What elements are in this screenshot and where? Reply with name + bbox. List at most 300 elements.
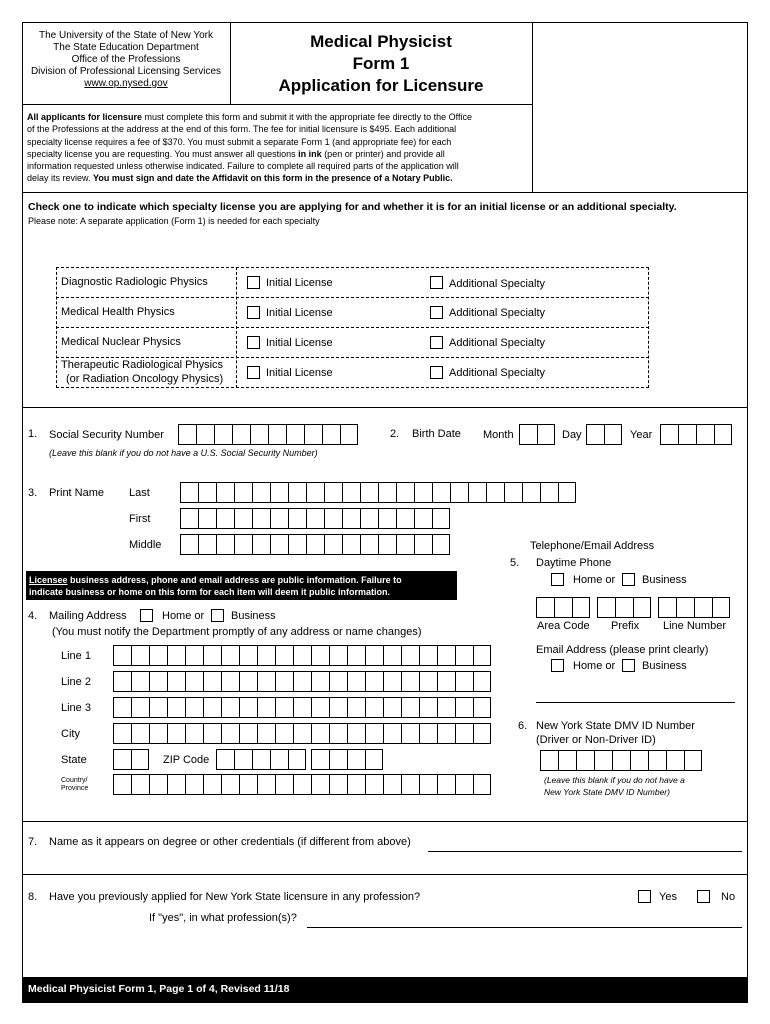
- additional-specialty-label: Additional Specialty: [449, 367, 546, 379]
- character-box[interactable]: [113, 671, 131, 692]
- character-box[interactable]: [342, 482, 360, 503]
- title-line: Medical Physicist: [310, 32, 452, 51]
- mailing-home-label: Home or: [162, 610, 205, 622]
- character-box[interactable]: [167, 774, 185, 795]
- address-line1-input[interactable]: [113, 645, 491, 666]
- character-box[interactable]: [311, 774, 329, 795]
- character-box[interactable]: [311, 671, 329, 692]
- q5-number: 5.: [510, 557, 520, 569]
- address-line2-input[interactable]: [113, 671, 491, 692]
- character-box[interactable]: [239, 723, 257, 744]
- specialty-name-therapeutic: Therapeutic Radiological Physics: [61, 359, 224, 371]
- character-box[interactable]: [234, 749, 252, 770]
- character-box[interactable]: [306, 482, 324, 503]
- character-box[interactable]: [347, 774, 365, 795]
- character-box[interactable]: [365, 723, 383, 744]
- intro-text: (pen or printer) and provide all: [321, 148, 445, 159]
- character-box[interactable]: [586, 424, 604, 445]
- character-box[interactable]: [576, 750, 594, 771]
- character-box[interactable]: [455, 697, 473, 718]
- character-box[interactable]: [342, 508, 360, 529]
- character-box[interactable]: [322, 424, 340, 445]
- intro-in-ink: in ink: [298, 148, 322, 159]
- intro-bold: All applicants for licensure: [27, 112, 143, 122]
- character-box[interactable]: [293, 723, 311, 744]
- character-box[interactable]: [473, 671, 491, 692]
- character-box[interactable]: [342, 534, 360, 555]
- prefix-input[interactable]: [597, 597, 651, 618]
- intro-text: must complete this form and submit it with the appropriate fee directly to the Office: [142, 112, 473, 122]
- email-home-checkbox[interactable]: [551, 659, 564, 672]
- character-box[interactable]: [414, 508, 432, 529]
- character-box[interactable]: [437, 723, 455, 744]
- character-box[interactable]: [239, 645, 257, 666]
- character-box[interactable]: [401, 774, 419, 795]
- address-line2-label: Line 2: [61, 676, 91, 688]
- country-label: Country/: [61, 777, 88, 784]
- character-box[interactable]: [324, 508, 342, 529]
- character-box[interactable]: [473, 645, 491, 666]
- dmv-id-label: New York State DMV ID Number: [536, 720, 695, 732]
- character-box[interactable]: [167, 671, 185, 692]
- character-box[interactable]: [167, 645, 185, 666]
- character-box[interactable]: [329, 671, 347, 692]
- character-box[interactable]: [486, 482, 504, 503]
- initial-license-checkbox-health[interactable]: [247, 306, 260, 319]
- character-box[interactable]: [378, 508, 396, 529]
- character-box[interactable]: [221, 697, 239, 718]
- birth-month-label: Month: [483, 429, 514, 441]
- additional-specialty-checkbox-health[interactable]: [430, 306, 443, 319]
- character-box[interactable]: [270, 534, 288, 555]
- public-info-notice: [26, 571, 457, 600]
- character-box[interactable]: [149, 671, 167, 692]
- character-box[interactable]: [347, 697, 365, 718]
- initial-license-label: Initial License: [266, 337, 333, 349]
- character-box[interactable]: [113, 774, 131, 795]
- character-box[interactable]: [293, 671, 311, 692]
- ssn-input[interactable]: [178, 424, 358, 445]
- character-box[interactable]: [239, 774, 257, 795]
- character-box[interactable]: [270, 749, 288, 770]
- additional-specialty-checkbox-nuclear[interactable]: [430, 336, 443, 349]
- character-box[interactable]: [383, 671, 401, 692]
- character-box[interactable]: [185, 723, 203, 744]
- character-box[interactable]: [455, 774, 473, 795]
- phone-home-checkbox[interactable]: [551, 573, 564, 586]
- initial-license-checkbox-diagnostic[interactable]: [247, 276, 260, 289]
- mailing-home-checkbox[interactable]: [140, 609, 153, 622]
- character-box[interactable]: [221, 671, 239, 692]
- character-box[interactable]: [286, 424, 304, 445]
- character-box[interactable]: [167, 697, 185, 718]
- character-box[interactable]: [203, 645, 221, 666]
- character-box[interactable]: [419, 671, 437, 692]
- prefix-label: Prefix: [611, 620, 640, 632]
- character-box[interactable]: [268, 424, 286, 445]
- character-box[interactable]: [329, 723, 347, 744]
- character-box[interactable]: [234, 534, 252, 555]
- character-box[interactable]: [378, 482, 396, 503]
- character-box[interactable]: [113, 645, 131, 666]
- character-box[interactable]: [185, 671, 203, 692]
- character-box[interactable]: [131, 774, 149, 795]
- character-box[interactable]: [180, 508, 198, 529]
- character-box[interactable]: [401, 645, 419, 666]
- character-box[interactable]: [257, 774, 275, 795]
- character-box[interactable]: [419, 697, 437, 718]
- character-box[interactable]: [396, 508, 414, 529]
- daytime-phone-label: Daytime Phone: [536, 557, 612, 569]
- character-box[interactable]: [257, 697, 275, 718]
- phone-home-label: Home or: [573, 574, 616, 586]
- character-box[interactable]: [378, 534, 396, 555]
- character-box[interactable]: [149, 697, 167, 718]
- character-box[interactable]: [131, 749, 149, 770]
- character-box[interactable]: [365, 697, 383, 718]
- mailing-business-checkbox[interactable]: [211, 609, 224, 622]
- email-business-checkbox[interactable]: [622, 659, 635, 672]
- intro-text: delay its review.: [27, 173, 94, 184]
- line-number-label: Line Number: [663, 620, 726, 632]
- character-box[interactable]: [234, 508, 252, 529]
- character-box[interactable]: [360, 534, 378, 555]
- character-box[interactable]: [216, 534, 234, 555]
- character-box[interactable]: [329, 697, 347, 718]
- address-line3-label: Line 3: [61, 702, 91, 714]
- character-box[interactable]: [432, 534, 450, 555]
- initial-license-checkbox-therapeutic[interactable]: [247, 366, 260, 379]
- character-box[interactable]: [270, 482, 288, 503]
- character-box[interactable]: [252, 508, 270, 529]
- character-box[interactable]: [468, 482, 486, 503]
- ssn-note: (Leave this blank if you do not have a U.S. Social Security Number): [49, 448, 318, 458]
- character-box[interactable]: [347, 671, 365, 692]
- character-box[interactable]: [540, 750, 558, 771]
- character-box[interactable]: [216, 508, 234, 529]
- character-box[interactable]: [714, 424, 732, 445]
- character-box[interactable]: [185, 774, 203, 795]
- character-box[interactable]: [288, 534, 306, 555]
- character-box[interactable]: [178, 424, 196, 445]
- birth-day-label: Day: [562, 429, 582, 441]
- character-box[interactable]: [633, 597, 651, 618]
- specialty-col-divider: [236, 267, 237, 388]
- credentials-name-input[interactable]: [428, 851, 742, 852]
- phone-business-checkbox[interactable]: [622, 573, 635, 586]
- character-box[interactable]: [558, 482, 576, 503]
- intro-notary: You must sign and date the Affidavit on this form in the presence of a Notary Public.: [93, 173, 453, 184]
- character-box[interactable]: [232, 424, 250, 445]
- telephone-email-heading: Telephone/Email Address: [530, 540, 655, 552]
- character-box[interactable]: [216, 749, 234, 770]
- intro-bottom-line: [22, 192, 748, 193]
- character-box[interactable]: [473, 697, 491, 718]
- character-box[interactable]: [252, 534, 270, 555]
- zip-plus4-input[interactable]: [311, 749, 383, 770]
- website-link[interactable]: www.op.nysed.gov: [84, 78, 168, 89]
- character-box[interactable]: [203, 697, 221, 718]
- character-box[interactable]: [311, 645, 329, 666]
- character-box[interactable]: [658, 597, 676, 618]
- character-box[interactable]: [401, 697, 419, 718]
- character-box[interactable]: [293, 697, 311, 718]
- zip-code-input[interactable]: [216, 749, 306, 770]
- character-box[interactable]: [180, 534, 198, 555]
- address-line3-input[interactable]: [113, 697, 491, 718]
- character-box[interactable]: [252, 482, 270, 503]
- initial-license-label: Initial License: [266, 307, 333, 319]
- specialty-row-divider: [56, 357, 649, 358]
- character-box[interactable]: [648, 750, 666, 771]
- character-box[interactable]: [250, 424, 268, 445]
- character-box[interactable]: [604, 424, 622, 445]
- specialty-name-health: Medical Health Physics: [61, 306, 175, 318]
- character-box[interactable]: [180, 482, 198, 503]
- character-box[interactable]: [203, 723, 221, 744]
- character-box[interactable]: [149, 645, 167, 666]
- character-box[interactable]: [684, 750, 702, 771]
- dmv-id-sub-label: (Driver or Non-Driver ID): [536, 734, 656, 746]
- character-box[interactable]: [149, 774, 167, 795]
- character-box[interactable]: [347, 749, 365, 770]
- notice-licensee: Licensee: [29, 575, 68, 585]
- character-box[interactable]: [203, 774, 221, 795]
- mailing-address-label: Mailing Address: [49, 610, 127, 622]
- character-box[interactable]: [306, 508, 324, 529]
- character-box[interactable]: [383, 723, 401, 744]
- state-input[interactable]: [113, 749, 149, 770]
- character-box[interactable]: [519, 424, 537, 445]
- character-box[interactable]: [396, 482, 414, 503]
- character-box[interactable]: [216, 482, 234, 503]
- character-box[interactable]: [347, 723, 365, 744]
- character-box[interactable]: [360, 482, 378, 503]
- character-box[interactable]: [257, 645, 275, 666]
- character-box[interactable]: [437, 697, 455, 718]
- additional-specialty-checkbox-therapeutic[interactable]: [430, 366, 443, 379]
- character-box[interactable]: [419, 774, 437, 795]
- character-box[interactable]: [131, 671, 149, 692]
- character-box[interactable]: [329, 645, 347, 666]
- footer-bar: [22, 977, 748, 1003]
- area-code-label: Area Code: [537, 620, 590, 632]
- character-box[interactable]: [694, 597, 712, 618]
- mailing-address-note: (You must notify the Department promptly of any address or name changes): [52, 626, 422, 638]
- character-box[interactable]: [203, 671, 221, 692]
- character-box[interactable]: [572, 597, 590, 618]
- character-box[interactable]: [275, 723, 293, 744]
- character-box[interactable]: [473, 723, 491, 744]
- previous-no-checkbox[interactable]: [697, 890, 710, 903]
- character-box[interactable]: [311, 749, 329, 770]
- character-box[interactable]: [113, 697, 131, 718]
- character-box[interactable]: [504, 482, 522, 503]
- character-box[interactable]: [275, 697, 293, 718]
- ssn-label: Social Security Number: [49, 429, 164, 441]
- character-box[interactable]: [221, 645, 239, 666]
- character-box[interactable]: [293, 774, 311, 795]
- intro-text: specialty license requires a fee of $370. You must submit a separate Form 1 (and appropriate fee) for each: [27, 136, 452, 147]
- character-box[interactable]: [437, 774, 455, 795]
- character-box[interactable]: [252, 749, 270, 770]
- character-box[interactable]: [383, 774, 401, 795]
- last-name-input[interactable]: [180, 482, 576, 503]
- character-box[interactable]: [419, 723, 437, 744]
- character-box[interactable]: [288, 508, 306, 529]
- character-box[interactable]: [131, 697, 149, 718]
- character-box[interactable]: [185, 697, 203, 718]
- character-box[interactable]: [149, 723, 167, 744]
- line-number-input[interactable]: [658, 597, 730, 618]
- character-box[interactable]: [288, 749, 306, 770]
- additional-specialty-label: Additional Specialty: [449, 278, 546, 290]
- character-box[interactable]: [214, 424, 232, 445]
- initial-license-checkbox-nuclear[interactable]: [247, 336, 260, 349]
- character-box[interactable]: [275, 671, 293, 692]
- character-box[interactable]: [455, 645, 473, 666]
- area-code-input[interactable]: [536, 597, 590, 618]
- character-box[interactable]: [311, 723, 329, 744]
- print-name-label: Print Name: [49, 487, 105, 499]
- first-name-input[interactable]: [180, 508, 450, 529]
- character-box[interactable]: [419, 645, 437, 666]
- character-box[interactable]: [630, 750, 648, 771]
- birth-date-label: Birth Date: [412, 428, 461, 440]
- q7-number: 7.: [28, 836, 38, 848]
- previous-yes-checkbox[interactable]: [638, 890, 651, 903]
- character-box[interactable]: [270, 508, 288, 529]
- email-address-input[interactable]: [536, 702, 735, 703]
- specialty-row-divider: [56, 297, 649, 298]
- character-box[interactable]: [198, 534, 216, 555]
- character-box[interactable]: [239, 697, 257, 718]
- character-box[interactable]: [437, 671, 455, 692]
- character-box[interactable]: [540, 482, 558, 503]
- birth-year-input[interactable]: [660, 424, 732, 445]
- character-box[interactable]: [324, 534, 342, 555]
- character-box[interactable]: [275, 645, 293, 666]
- form-title: [230, 31, 532, 97]
- character-box[interactable]: [414, 534, 432, 555]
- character-box[interactable]: [676, 597, 694, 618]
- character-box[interactable]: [678, 424, 696, 445]
- birth-month-input[interactable]: [519, 424, 555, 445]
- character-box[interactable]: [329, 774, 347, 795]
- character-box[interactable]: [537, 424, 555, 445]
- character-box[interactable]: [432, 508, 450, 529]
- character-box[interactable]: [455, 723, 473, 744]
- previous-profession-input[interactable]: [307, 927, 742, 928]
- character-box[interactable]: [167, 723, 185, 744]
- character-box[interactable]: [660, 424, 678, 445]
- character-box[interactable]: [712, 597, 730, 618]
- address-line1-label: Line 1: [61, 650, 91, 662]
- character-box[interactable]: [536, 597, 554, 618]
- q4-number: 4.: [28, 610, 38, 622]
- character-box[interactable]: [311, 697, 329, 718]
- character-box[interactable]: [275, 774, 293, 795]
- character-box[interactable]: [594, 750, 612, 771]
- mailing-business-label: Business: [231, 610, 276, 622]
- character-box[interactable]: [612, 750, 630, 771]
- character-box[interactable]: [304, 424, 322, 445]
- character-box[interactable]: [473, 774, 491, 795]
- character-box[interactable]: [239, 671, 257, 692]
- specialty-row-divider: [56, 327, 649, 328]
- birth-day-input[interactable]: [586, 424, 622, 445]
- city-input[interactable]: [113, 723, 491, 744]
- character-box[interactable]: [401, 723, 419, 744]
- character-box[interactable]: [383, 697, 401, 718]
- character-box[interactable]: [234, 482, 252, 503]
- character-box[interactable]: [666, 750, 684, 771]
- first-name-label: First: [129, 513, 151, 525]
- character-box[interactable]: [432, 482, 450, 503]
- character-box[interactable]: [198, 508, 216, 529]
- character-box[interactable]: [221, 723, 239, 744]
- character-box[interactable]: [329, 749, 347, 770]
- middle-name-input[interactable]: [180, 534, 450, 555]
- dmv-id-input[interactable]: [540, 750, 702, 771]
- character-box[interactable]: [113, 723, 131, 744]
- character-box[interactable]: [365, 749, 383, 770]
- character-box[interactable]: [365, 671, 383, 692]
- character-box[interactable]: [347, 645, 365, 666]
- agency-line: The State Education Department: [53, 42, 199, 53]
- intro-paragraph: [27, 111, 530, 185]
- character-box[interactable]: [455, 671, 473, 692]
- character-box[interactable]: [558, 750, 576, 771]
- character-box[interactable]: [522, 482, 540, 503]
- character-box[interactable]: [437, 645, 455, 666]
- character-box[interactable]: [288, 482, 306, 503]
- character-box[interactable]: [131, 723, 149, 744]
- character-box[interactable]: [554, 597, 572, 618]
- character-box[interactable]: [365, 774, 383, 795]
- character-box[interactable]: [196, 424, 214, 445]
- additional-specialty-checkbox-diagnostic[interactable]: [430, 276, 443, 289]
- character-box[interactable]: [221, 774, 239, 795]
- character-box[interactable]: [383, 645, 401, 666]
- state-label: State: [61, 754, 87, 766]
- character-box[interactable]: [696, 424, 714, 445]
- character-box[interactable]: [401, 671, 419, 692]
- country-province-input[interactable]: [113, 774, 491, 795]
- character-box[interactable]: [131, 645, 149, 666]
- character-box[interactable]: [597, 597, 615, 618]
- character-box[interactable]: [360, 508, 378, 529]
- character-box[interactable]: [615, 597, 633, 618]
- character-box[interactable]: [198, 482, 216, 503]
- character-box[interactable]: [257, 671, 275, 692]
- character-box[interactable]: [340, 424, 358, 445]
- character-box[interactable]: [450, 482, 468, 503]
- initial-license-label: Initial License: [266, 277, 333, 289]
- character-box[interactable]: [257, 723, 275, 744]
- specialty-bottom-line: [22, 407, 748, 408]
- character-box[interactable]: [414, 482, 432, 503]
- character-box[interactable]: [185, 645, 203, 666]
- character-box[interactable]: [113, 749, 131, 770]
- character-box[interactable]: [365, 645, 383, 666]
- specialty-name-therapeutic-sub: (or Radiation Oncology Physics): [66, 373, 224, 385]
- character-box[interactable]: [293, 645, 311, 666]
- city-label: City: [61, 728, 80, 740]
- character-box[interactable]: [396, 534, 414, 555]
- character-box[interactable]: [306, 534, 324, 555]
- character-box[interactable]: [324, 482, 342, 503]
